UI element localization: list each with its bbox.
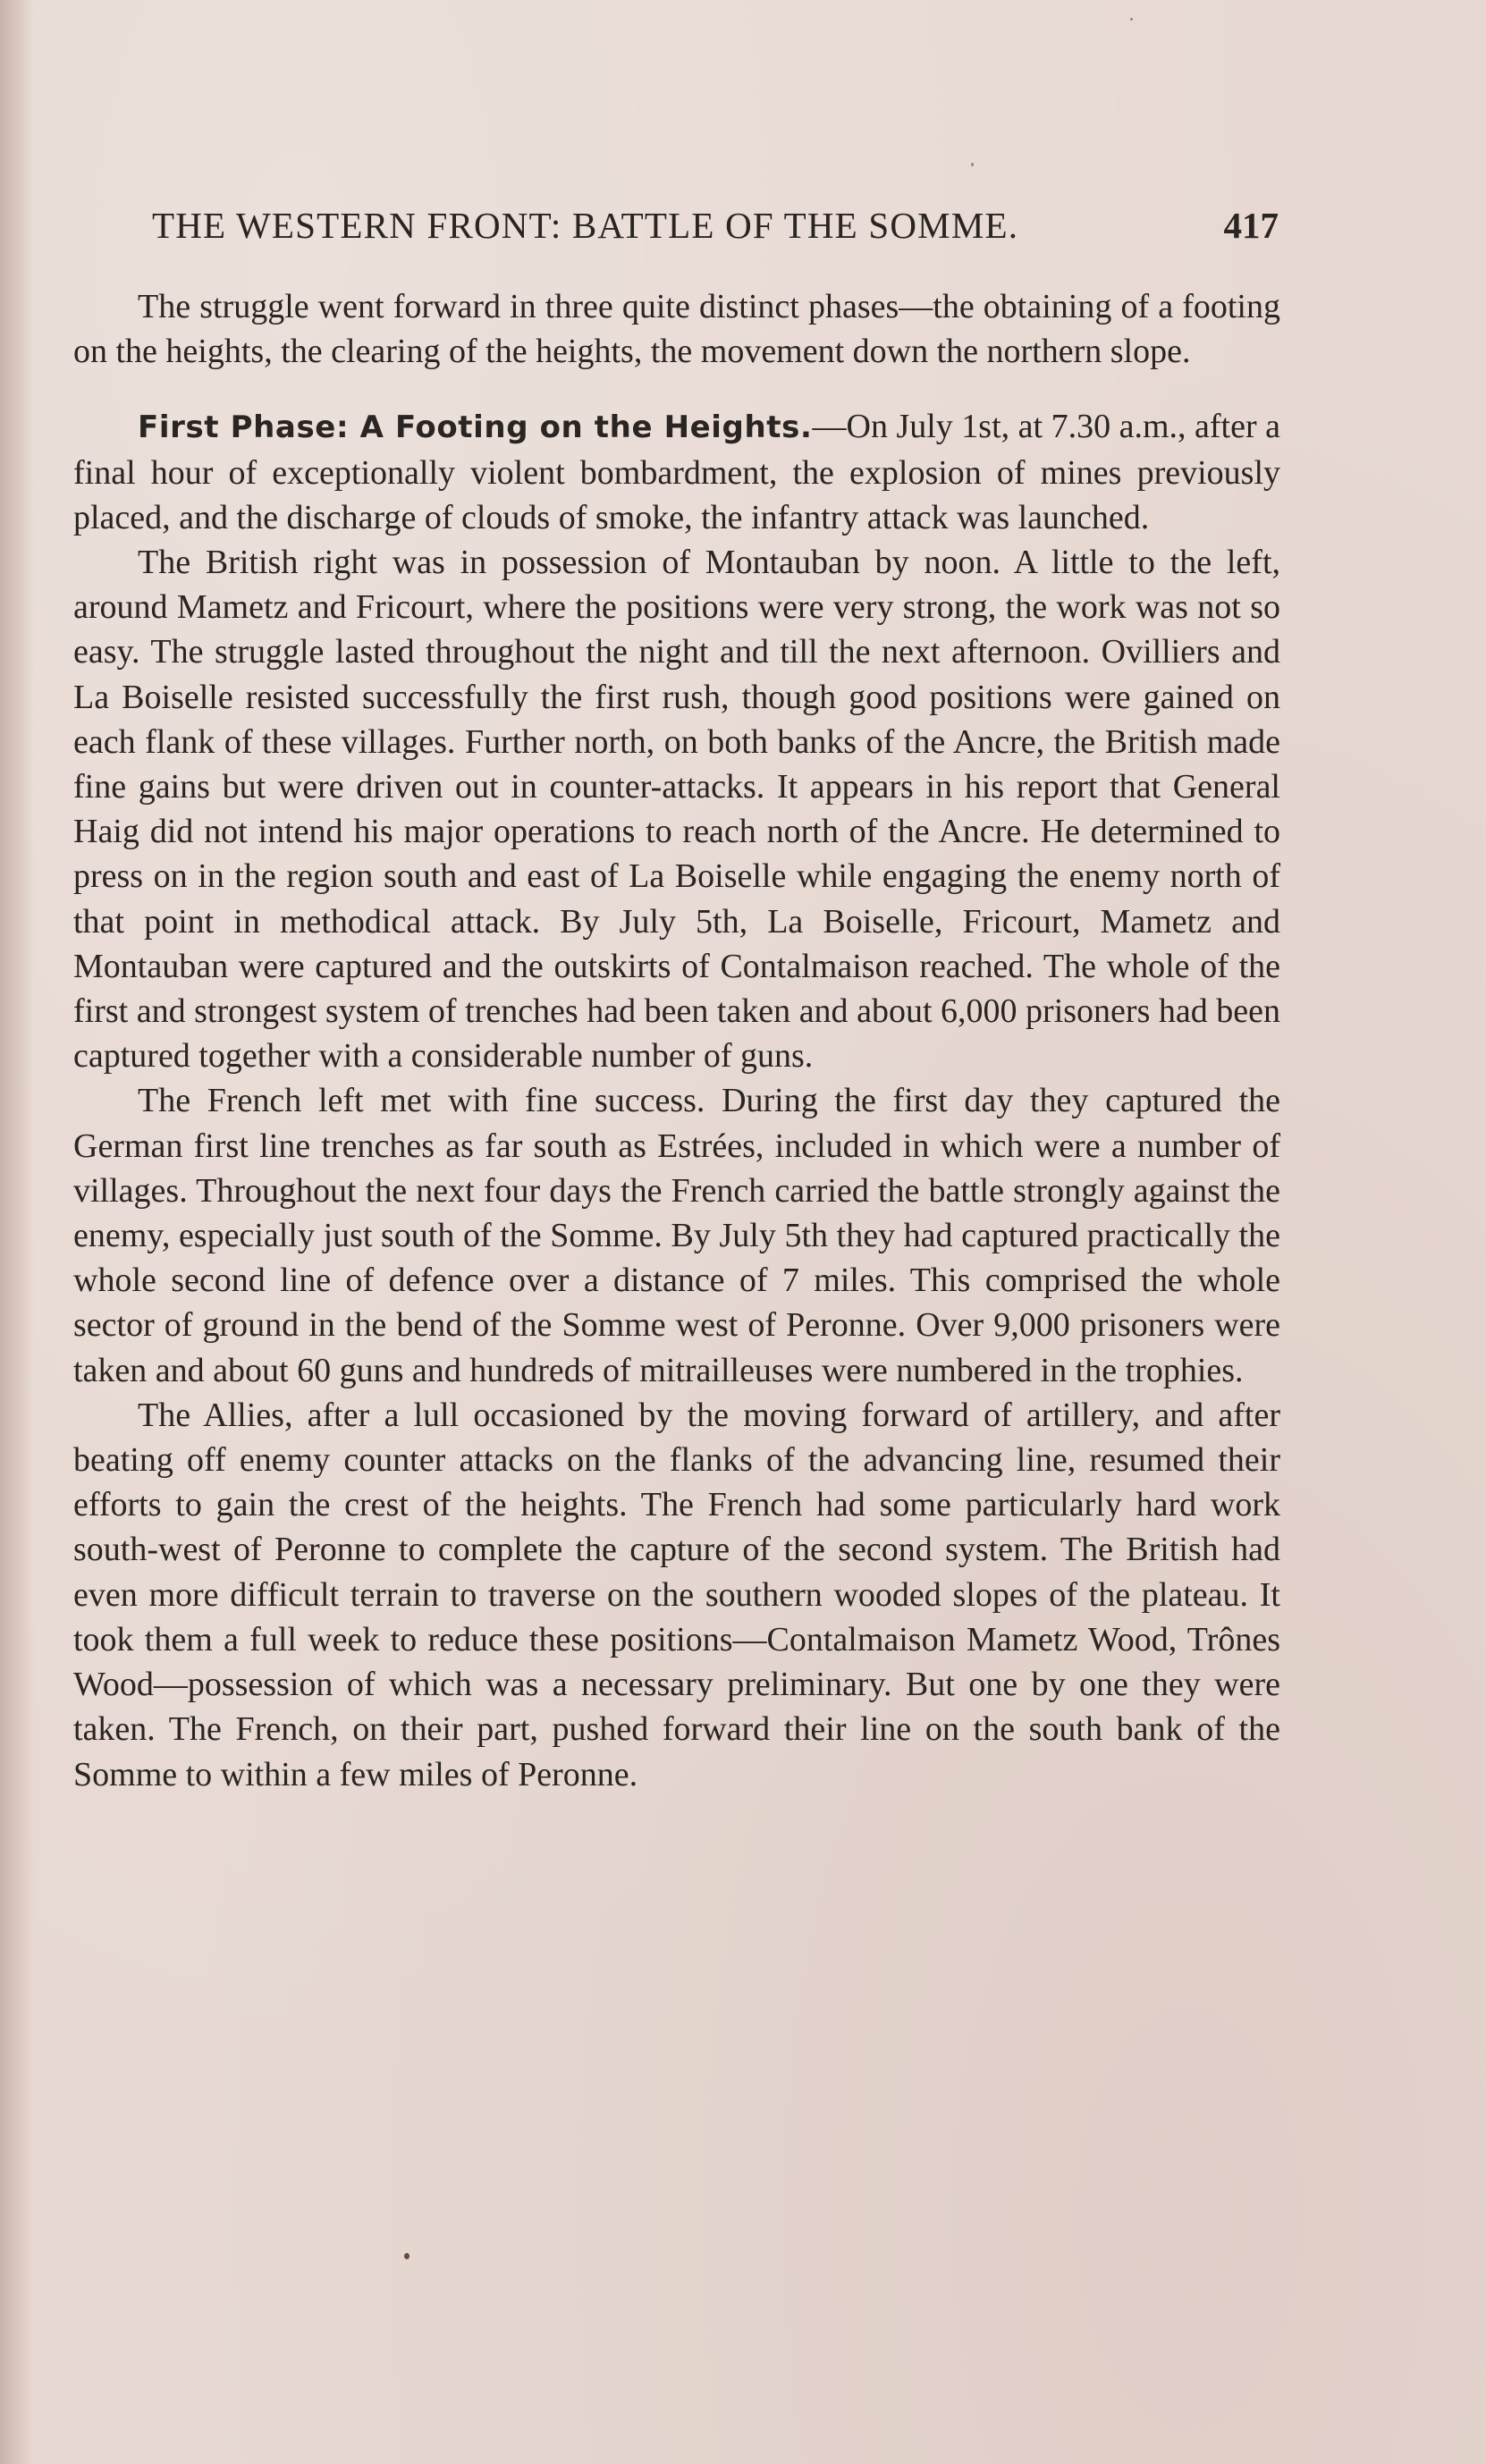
paragraph-allies-advance <box>73 1393 1280 1797</box>
running-title: THE WESTERN FRONT: BATTLE OF THE SOMME. <box>152 205 1019 246</box>
page-gutter-shadow <box>0 0 34 2464</box>
running-head <box>152 198 1279 252</box>
paragraph-french-left <box>73 1078 1280 1392</box>
body-text <box>73 284 1280 1797</box>
section-heading-first-phase: First Phase: A Footing on the Heights. <box>138 409 813 446</box>
paragraph-first-phase <box>73 404 1280 540</box>
paper-speck <box>971 163 974 166</box>
paper-speck <box>1130 18 1133 21</box>
paragraph-text: The British right was in possession of Montauban by noon. A little to the left, around Mametz and Fricourt, where the positions were very strong, the work was not so easy. The struggle lasted throughout the night and till the next afternoon. Ovilliers and La Boiselle resisted successfully the first rush, though good positions were gained on each flank of these villages. Further north, on both banks of the Ancre, the British made fine gains but were driven out in counter-attacks. It appears in his report that General Haig did not intend his major operations to reach north of the Ancre. He determined to press on in the region south and east of La Boiselle while engaging the enemy north of that point in methodical attack. By July 5th, La Boiselle, Fricourt, Mametz and Montauban were captured and the outskirts of Contalmaison reached. The whole of the first and strongest system of trenches had been taken and about 6,000 prisoners had been captured together with a considerable number of guns. <box>73 544 1280 1076</box>
paragraph-british-right <box>73 540 1280 1078</box>
paragraph-text: The Allies, after a lull occasioned by the moving forward of artillery, and after beating off enemy counter attacks on the flanks of the advancing line, resumed their efforts to gain the crest of the heights. The French had some particularly hard work south-west of Peronne to complete the capture of the second system. The British had even more difficult terrain to traverse on the southern wooded slopes of the plateau. It took them a full week to reduce these positions—Contalmaison Mametz Wood, Trônes Wood—possession of which was a necessary preliminary. But one by one they were taken. The French, on their part, pushed forward their line on the south bank of the Somme to within a few miles of Peronne. <box>73 1396 1280 1793</box>
paragraph-phases-intro <box>73 284 1280 374</box>
page-number: 417 <box>1223 205 1279 246</box>
paragraph-text: —On July 1st, at 7.30 a.m., after a final hour of exceptionally violent bombardment, the explosion of mines previously placed, and the discharge of clouds of smoke, the infantry attack was launched. <box>73 408 1280 536</box>
paper-speck <box>404 2253 409 2259</box>
paragraph-text: The French left met with fine success. During the first day they captured the German first line trenches as far south as Estrées, included in which were a number of villages. Throughout the next four days the French carried the battle strongly against the enemy, especially just south of the Somme. By July 5th they had captured practically the whole second line of defence over a distance of 7 miles. This comprised the whole sector of ground in the bend of the Somme west of Peronne. Over 9,000 prisoners were taken and about 60 guns and hundreds of mitrailleuses were numbered in the trophies. <box>73 1082 1280 1389</box>
paragraph-text: The struggle went forward in three quite distinct phases—the obtaining of a footing on the heights, the clearing of the heights, the movement down the northern slope. <box>73 288 1280 371</box>
